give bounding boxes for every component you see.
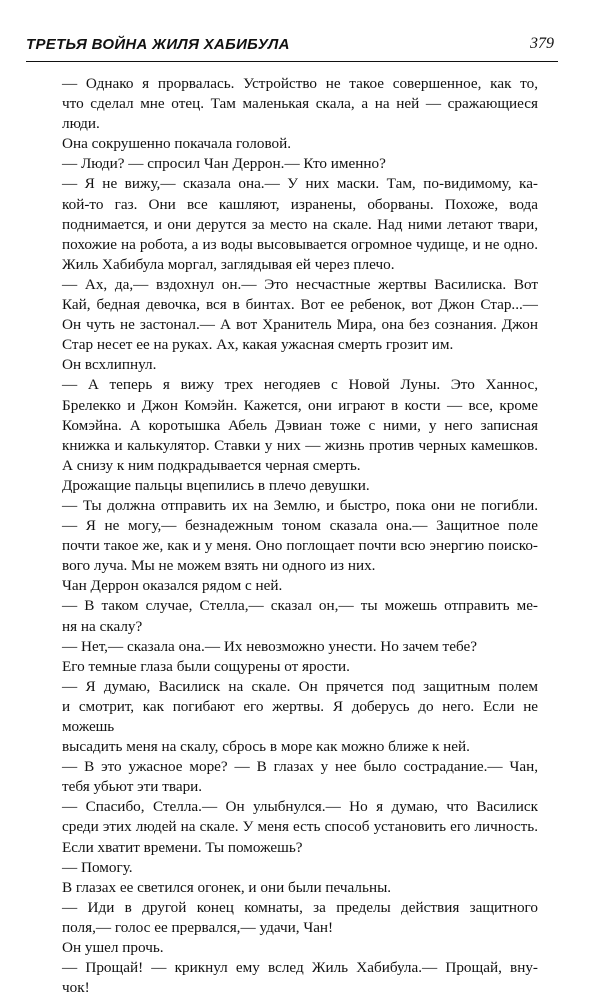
text-line: Кай, бедная девочка, вся в бинтах. Вот ее ребенок, вот Джон Стар...— [62, 296, 538, 314]
text-line: что сделал мне отец. Там маленькая скала, а на ней — сражающиеся [62, 95, 538, 113]
running-header [26, 30, 558, 62]
text-line: Жиль Хабибула моргал, заглядывая ей через плечо. [62, 255, 395, 273]
text-line: — А теперь я вижу трех негодяев с Новой Луны. Это Ханнос, [62, 376, 538, 394]
text-line: и смотрит, как погибают его жертвы. Я доберусь до него. Если не можешь [62, 697, 538, 735]
text-line: — Прощай! — крикнул ему вслед Жиль Хабибула.— Прощай, вну- [62, 959, 538, 977]
text-line: — Нет,— сказала она.— Их невозможно унести. Но зачем тебе? [62, 637, 477, 655]
text-line: А снизу к ним подкрадывается черная смерть. [62, 456, 361, 474]
text-line: Она сокрушенно покачала головой. [62, 135, 292, 153]
text-line: Стар несет ее на руках. Ах, какая ужасная смерть грозит им. [62, 336, 454, 354]
text-line: Он всхлипнул. [62, 356, 157, 374]
header-rule [26, 61, 558, 62]
text-line: ня на скалу? [62, 617, 143, 635]
text-line: поля,— голос ее прервался,— удачи, Чан! [62, 918, 334, 936]
text-line: — В таком случае, Стелла,— сказал он,— ты можешь отправить ме- [62, 597, 538, 615]
text-line: Брелекко и Джон Комэйн. Кажется, они играют в кости — все, кроме [62, 396, 538, 414]
text-line: Его темные глаза были сощурены от ярости. [62, 657, 350, 675]
body-text [62, 74, 538, 998]
text-line: кой-то газ. Они все кашляют, изранены, оборваны. Похоже, вода [62, 195, 538, 213]
text-line: — В это ужасное море? — В глазах у нее было сострадание.— Чан, [62, 758, 538, 776]
text-line: поднимается, и они дерутся за место на скале. Над ними летают твари, [62, 215, 538, 233]
running-title: ТРЕТЬЯ ВОЙНА ЖИЛЯ ХАБИБУЛА [26, 36, 290, 53]
text-line: — Я думаю, Василиск на скале. Он прячется под защитным полем [62, 677, 538, 695]
text-line: Если хватит времени. Ты поможешь? [62, 838, 303, 856]
text-line: чок! [62, 979, 90, 997]
text-line: Чан Деррон оказался рядом с ней. [62, 577, 283, 595]
text-line: Дрожащие пальцы вцепились в плечо девушки. [62, 476, 370, 494]
text-line: вого луча. Мы не можем взять ни одного из них. [62, 557, 376, 575]
text-line: похожие на робота, а из воды высовывается огромное чудище, и не одно. [62, 235, 538, 253]
text-line: — Люди? — спросил Чан Деррон.— Кто именно? [62, 155, 386, 173]
text-line: — Помогу. [62, 858, 133, 876]
text-line: — Однако я прорвалась. Устройство не такое совершенное, как то, [62, 75, 538, 92]
text-line: среди этих людей на скале. У меня есть способ установить его личность. [62, 818, 538, 836]
text-line: — Ах, да,— вздохнул он.— Это несчастные жертвы Василиска. Вот [62, 275, 538, 293]
text-line: — Я не вижу,— сказала она.— У них маски. Там, по-видимому, ка- [62, 175, 538, 193]
text-line: В глазах ее светился огонек, и они были печальны. [62, 878, 392, 896]
text-line: книжка и калькулятор. Ставки у них — жизнь против черных камешков. [62, 436, 538, 454]
text-line: Комэйна. А коротышка Абель Дэвиан тоже с ними, у него записная [62, 416, 538, 434]
text-line: — Иди в другой конец комнаты, за пределы действия защитного [62, 898, 538, 916]
text-line: люди. [62, 115, 100, 133]
text-line: — Я не могу,— безнадежным тоном сказала она.— Защитное поле [62, 517, 538, 535]
text-line: — Спасибо, Стелла.— Он улыбнулся.— Но я думаю, что Василиск [62, 798, 538, 816]
text-line: высадить меня на скалу, сбрось в море как можно ближе к ней. [62, 738, 470, 756]
page-number: 379 [530, 35, 554, 52]
text-line: почти такое же, как и у меня. Оно поглощает почти всю энергию поиско- [62, 537, 538, 555]
text-line: тебя убьют эти твари. [62, 778, 203, 796]
text-line: Он ушел прочь. [62, 939, 164, 957]
text-line: — Ты должна отправить их на Землю, и быстро, пока они не погибли. [62, 496, 538, 514]
text-line: Он чуть не застонал.— А вот Хранитель Мира, она без сознания. Джон [62, 316, 538, 334]
